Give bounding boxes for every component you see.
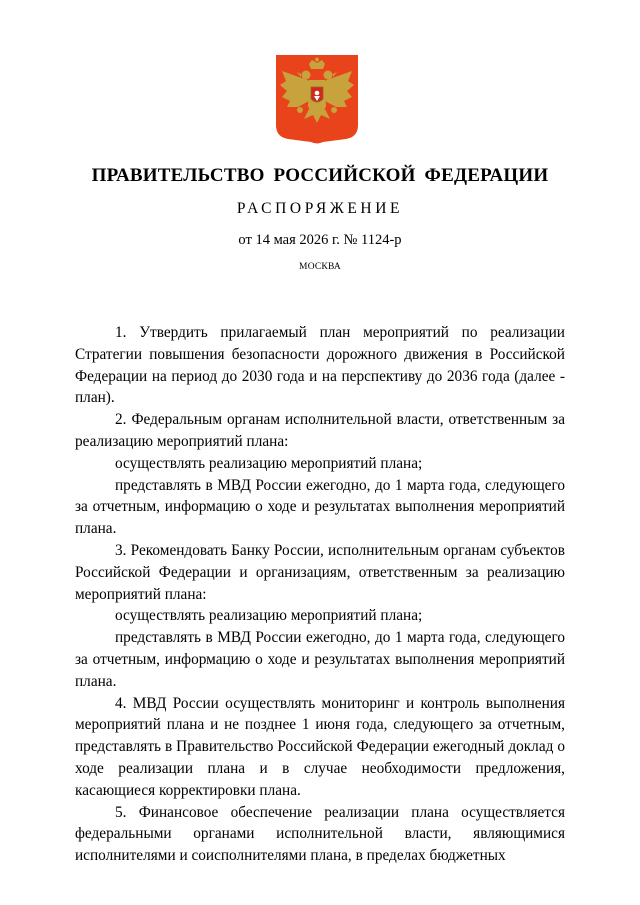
paragraph-4: 4. МВД России осуществлять мониторинг и контроль выполнения мероприятий плана и не позднее 1 июня года, следующего за отчетным, представлять в Правительство Российской Федерации ежегодный доклад о ходе реализации плана и в случае необходимости предложения, касающиеся корректировки плана. — [75, 694, 565, 799]
document-city: МОСКВА — [299, 262, 341, 272]
paragraph-2-item-1: осуществлять реализацию мероприятий плана; — [115, 454, 423, 472]
paragraph-3-item-2: представлять в МВД России ежегодно, до 1 марта года, следующего за отчетным, информацию о ходе и результатах выполнения мероприятий плана. — [75, 629, 565, 690]
government-title: ПРАВИТЕЛЬСТВО РОССИЙСКОЙ ФЕДЕРАЦИИ — [91, 165, 549, 186]
paragraph-5: 5. Финансовое обеспечение реализации плана осуществляется федеральными органами исполнительной власти, являющимися исполнителями и соисполнителями плана, в пределах бюджетных — [75, 803, 565, 865]
document-type: РАСПОРЯЖЕНИЕ — [236, 200, 404, 217]
paragraph-2-item-2: представлять в МВД России ежегодно, до 1 марта года, следующего за отчетным, информацию о ходе и результатах выполнения мероприятий плана. — [75, 476, 565, 538]
coat-of-arms-icon — [276, 55, 358, 145]
order-body — [75, 322, 565, 867]
paragraph-3-item-1: осуществлять реализацию мероприятий плана; — [115, 607, 423, 625]
paragraph-2: 2. Федеральным органам исполнительной власти, ответственным за реализацию мероприятий плана: — [75, 411, 565, 450]
paragraph-1: 1. Утвердить прилагаемый план мероприятий по реализации Стратегии повышения безопасности дорожного движения в Российской Федерации на период до 2030 года и на перспективу до 2036 года (далее - план). — [75, 324, 565, 407]
paragraph-3: 3. Рекомендовать Банку России, исполнительным органам субъектов Российской Федерации и организациям, ответственным за реализацию мероприятий плана: — [75, 541, 565, 603]
document-date-number: от 14 мая 2026 г. № 1124-р — [238, 232, 402, 248]
